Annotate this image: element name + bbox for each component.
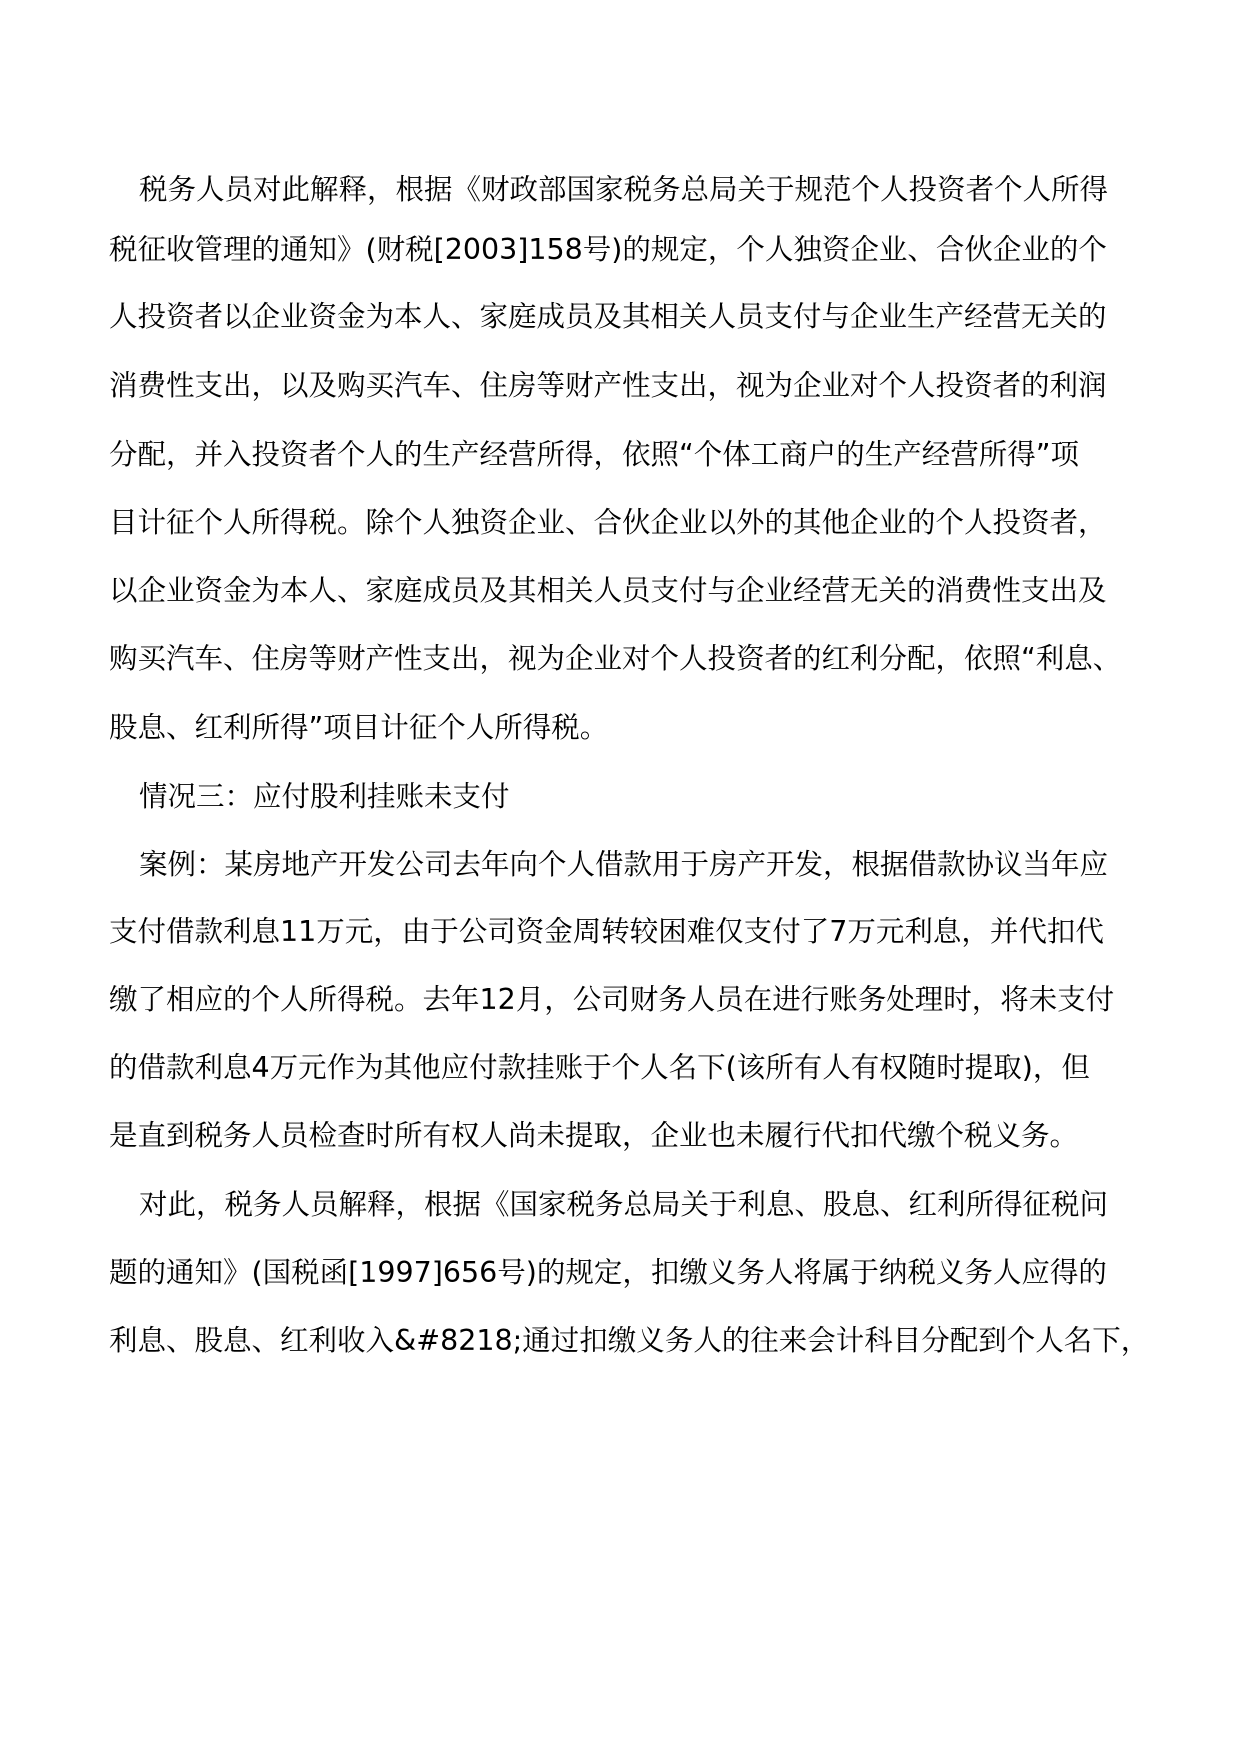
paragraph-line: 股息、红利所得”项目计征个人所得税。 — [109, 711, 609, 744]
paragraph-line: 案例：某房地产开发公司去年向个人借款用于房产开发，根据借款协议当年应 — [139, 848, 1109, 881]
paragraph-line: 缴了相应的个人所得税。去年12月，公司财务人员在进行账务处理时，将未支付 — [109, 983, 1115, 1016]
paragraph-line: 分配，并入投资者个人的生产经营所得，依照“个体工商户的生产经营所得”项 — [109, 438, 1080, 471]
paragraph-line: 消费性支出，以及购买汽车、住房等财产性支出，视为企业对个人投资者的利润 — [109, 369, 1107, 402]
section-heading: 情况三：应付股利挂账未支付 — [139, 780, 510, 813]
paragraph-line: 题的通知》(国税函[1997]656号)的规定，扣缴义务人将属于纳税义务人应得的 — [109, 1256, 1107, 1289]
paragraph-line: 是直到税务人员检查时所有权人尚未提取，企业也未履行代扣代缴个税义务。 — [109, 1119, 1079, 1152]
paragraph-line: 人投资者以企业资金为本人、家庭成员及其相关人员支付与企业生产经营无关的 — [109, 300, 1107, 333]
paragraph-line: 目计征个人所得税。除个人独资企业、合伙企业以外的其他企业的个人投资者， — [109, 506, 1107, 539]
paragraph-line: 对此，税务人员解释，根据《国家税务总局关于利息、股息、红利所得征税问 — [139, 1188, 1109, 1221]
paragraph-line: 购买汽车、住房等财产性支出，视为企业对个人投资者的红利分配，依照“利息、 — [109, 642, 1122, 675]
paragraph-line: 利息、股息、红利收入&#8218;通过扣缴义务人的往来会计科目分配到个人名下， — [109, 1324, 1149, 1357]
paragraph-line: 支付借款利息11万元，由于公司资金周转较困难仅支付了7万元利息，并代扣代 — [109, 915, 1104, 948]
paragraph-line: 税务人员对此解释，根据《财政部国家税务总局关于规范个人投资者个人所得 — [139, 173, 1109, 206]
paragraph-line: 的借款利息4万元作为其他应付款挂账于个人名下(该所有人有权随时提取)，但 — [109, 1051, 1090, 1084]
paragraph-line: 税征收管理的通知》(财税[2003]158号)的规定，个人独资企业、合伙企业的个 — [109, 233, 1107, 266]
paragraph-line: 以企业资金为本人、家庭成员及其相关人员支付与企业经营无关的消费性支出及 — [109, 574, 1107, 607]
